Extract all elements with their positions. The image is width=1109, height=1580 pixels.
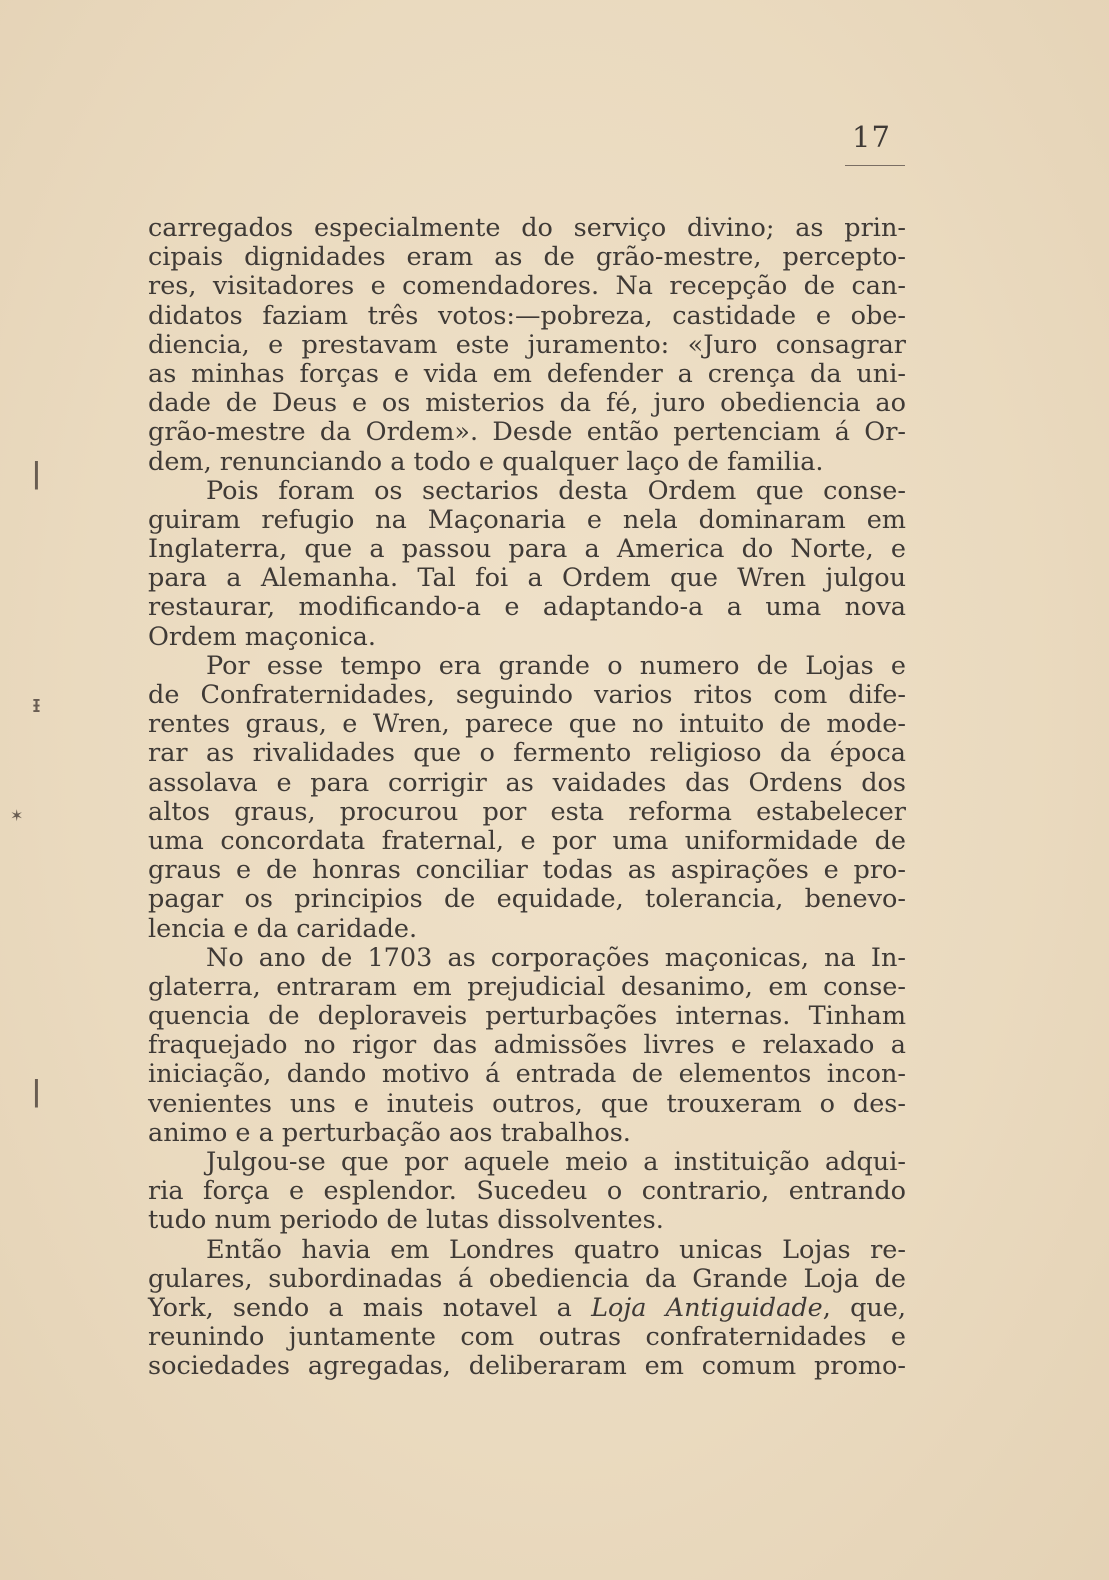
text-line: guiram refugio na Maçonaria e nela dominaram em — [148, 504, 906, 535]
text-line: reunindo juntamente com outras confraternidades e — [148, 1322, 906, 1353]
text-line: tudo num periodo de lutas dissolventes. — [148, 1205, 664, 1236]
text-line: uma concordata fraternal, e por uma uniformidade de — [148, 825, 906, 856]
text-line: venientes uns e inuteis outros, que trouxeram o des- — [148, 1088, 906, 1119]
text-line: gulares, subordinadas á obediencia da Grande Loja de — [148, 1263, 906, 1294]
text-line: Pois foram os sectarios desta Ordem que conse- — [206, 475, 906, 506]
text-line: graus e de honras conciliar todas as aspirações e pro- — [148, 855, 906, 886]
text-line: cipais dignidades eram as de grão-mestre, percepto- — [148, 242, 906, 273]
text-line: ria força e esplendor. Sucedeu o contrario, entrando — [148, 1176, 906, 1207]
text-line: para a Alemanha. Tal foi a Ordem que Wren julgou — [148, 563, 906, 594]
italic-title: Loja Antiguidade — [591, 1292, 823, 1323]
text-line: as minhas forças e vida em defender a crença da uni- — [148, 358, 906, 389]
text-line: dem, renunciando a todo e qualquer laço de familia. — [148, 446, 824, 477]
margin-mark: ǀ — [32, 1074, 41, 1109]
body-text — [148, 214, 906, 1382]
text-line: didatos faziam três votos:—pobreza, castidade e obe- — [148, 300, 906, 331]
text-line: dade de Deus e os misterios da fé, juro obediencia ao — [148, 388, 906, 419]
text-line: res, visitadores e comendadores. Na recepção de can- — [148, 271, 906, 302]
page-number: 17 — [852, 120, 891, 154]
text-line: carregados especialmente do serviço divino; as prin- — [148, 213, 906, 243]
text-line: Por esse tempo era grande o numero de Lojas e — [206, 650, 906, 681]
text-line: rentes graus, e Wren, parece que no intuito de mode- — [148, 709, 906, 740]
text-line: Ordem maçonica. — [148, 621, 376, 652]
text-line: Julgou-se que por aquele meio a instituição adqui- — [206, 1147, 906, 1177]
page-number-rule — [845, 165, 905, 166]
text-line: rar as rivalidades que o fermento religioso da época — [148, 738, 906, 769]
text-line: sociedades agregadas, deliberaram em comum promo- — [148, 1351, 906, 1382]
text-line: Inglaterra, que a passou para a America do Norte, e — [148, 534, 906, 565]
margin-mark: ǀ — [32, 456, 41, 491]
margin-mark: ✶ — [10, 806, 24, 825]
text-line: quencia de deploraveis perturbações internas. Tinham — [148, 1001, 906, 1032]
text-line: Então havia em Londres quatro unicas Lojas re- — [206, 1234, 906, 1265]
text-line: altos graus, procurou por esta reforma estabelecer — [148, 796, 906, 827]
margin-mark: ᵻ — [32, 690, 41, 718]
text-line: animo e a perturbação aos trabalhos. — [148, 1117, 631, 1148]
text-line — [148, 1294, 906, 1323]
text-line: diencia, e prestavam este juramento: «Juro consagrar — [148, 329, 906, 360]
text-line: fraquejado no rigor das admissões livres e relaxado a — [148, 1030, 906, 1061]
text-line: iniciação, dando motivo á entrada de elementos incon- — [148, 1059, 906, 1090]
text-line: lencia e da caridade. — [148, 913, 418, 944]
text-line: No ano de 1703 as corporações maçonicas, na In- — [206, 942, 906, 973]
text-line: pagar os principios de equidade, tolerancia, benevo- — [148, 884, 906, 915]
text-line-part: York, sendo a mais notavel a — [148, 1292, 592, 1323]
text-line: glaterra, entraram em prejudicial desanimo, em conse- — [148, 971, 906, 1002]
text-line: restaurar, modificando-a e adaptando-a a uma nova — [148, 592, 906, 623]
text-line: assolava e para corrigir as vaidades das Ordens dos — [148, 767, 906, 798]
text-line-part: , que, — [822, 1292, 907, 1323]
text-line: de Confraternidades, seguindo varios ritos com dife- — [148, 680, 906, 710]
text-line: grão-mestre da Ordem». Desde então pertenciam á Or- — [148, 417, 906, 448]
